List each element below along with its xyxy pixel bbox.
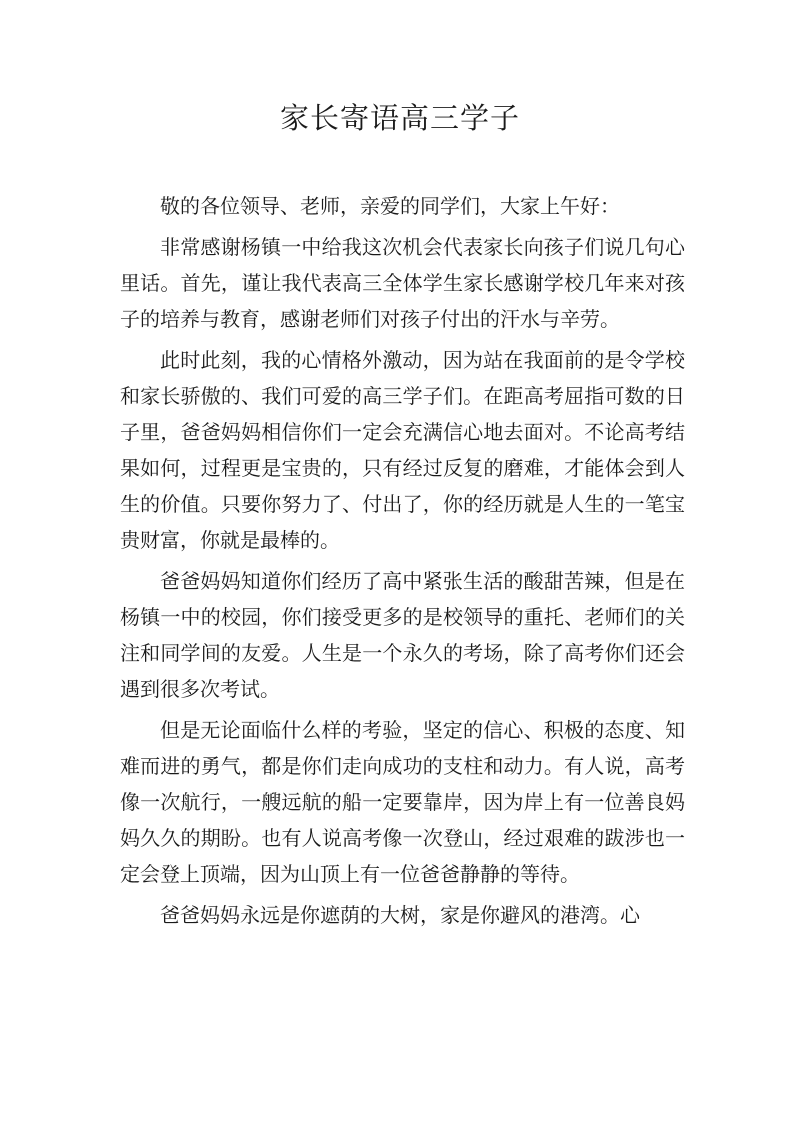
paragraph-parents-know: 爸爸妈妈知道你们经历了高中紧张生活的酸甜苦辣，但是在杨镇一中的校园，你们接受更多的是校领导的重托、老师们的关注和同学间的友爱。人生是一个永久的考场，除了高考你们还会遇到很多次考试。 <box>120 569 685 701</box>
document-title: 家长寄语高三学子 <box>279 101 520 135</box>
document-body <box>120 188 685 938</box>
paragraph-support: 爸爸妈妈永远是你遮荫的大树，家是你避风的港湾。心 <box>160 903 640 927</box>
paragraph-this-moment: 此时此刻，我的心情格外激动，因为站在我面前的是令学校和家长骄傲的、我们可爱的高三学子们。在距高考屈指可数的日子里，爸爸妈妈相信你们一定会充满信心地去面对。不论高考结果如何，过程更是宝贵的，只有经过反复的磨难，才能体会到人生的价值。只要你努力了、付出了，你的经历就是人生的一笔宝贵财富，你就是最棒的。 <box>120 348 685 552</box>
paragraph-greeting: 敬的各位领导、老师，亲爱的同学们，大家上午好： <box>160 194 620 218</box>
paragraph-thanks: 非常感谢杨镇一中给我这次机会代表家长向孩子们说几句心里话。首先，谨让我代表高三全体学生家长感谢学校几年来对孩子的培养与教育，感谢老师们对孩子付出的汗水与辛劳。 <box>120 235 685 331</box>
paragraph-challenges: 但是无论面临什么样的考验，坚定的信心、积极的态度、知难而进的勇气，都是你们走向成功的支柱和动力。有人说，高考像一次航行，一艘远航的船一定要靠岸，因为岸上有一位善良妈妈久久的期盼。也有人说高考像一次登山，经过艰难的跋涉也一定会登上顶端，因为山顶上有一位爸爸静静的等待。 <box>120 718 685 886</box>
